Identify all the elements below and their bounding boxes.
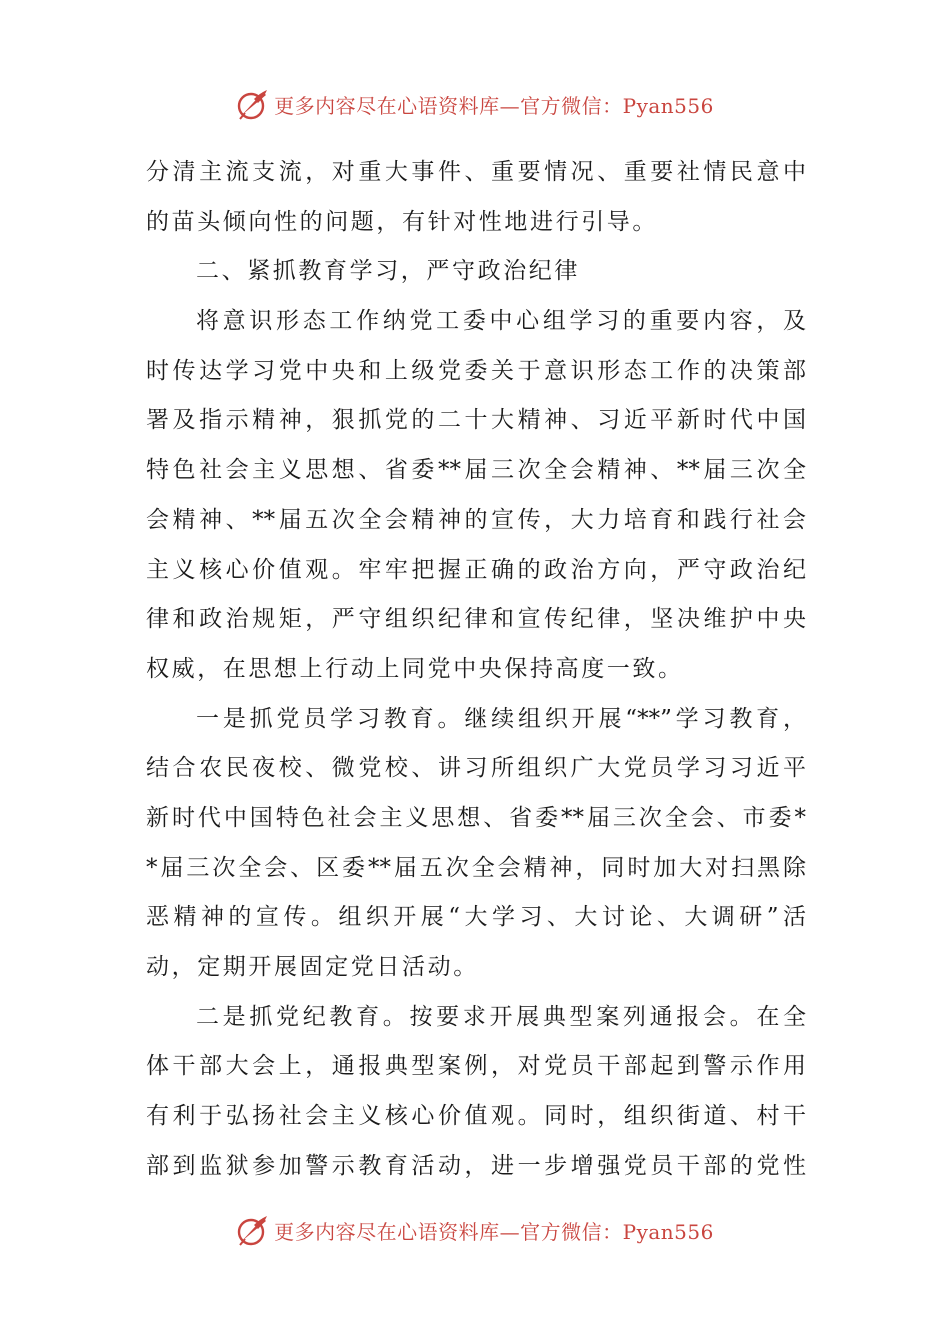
text-line: 署及指示精神，狠抓党的二十大精神、习近平新时代中国 [146,407,806,434]
text-line: 一是抓党员学习教育。继续组织开展“**”学习教育， [196,705,806,732]
text-line: 体干部大会上，通报典型案例，对党员干部起到警示作用 [146,1053,806,1080]
document-body [146,148,806,1191]
text-line: 二是抓党纪教育。按要求开展典型案列通报会。在全 [196,1003,806,1030]
quill-logo-icon [236,87,270,121]
header-banner-text: 更多内容尽在心语资料库—官方微信：Pyan556 [274,93,714,118]
quill-logo-icon [236,1213,270,1247]
text-line: 会精神、**届五次全会精神的宣传，大力培育和践行社会 [146,506,806,533]
text-line: 结合农民夜校、微党校、讲习所组织广大党员学习习近平 [146,755,806,782]
footer-banner-text: 更多内容尽在心语资料库—官方微信：Pyan556 [274,1219,714,1244]
text-line: 特色社会主义思想、省委**届三次全会精神、**届三次全 [146,457,806,484]
text-line: 分清主流支流，对重大事件、重要情况、重要社情民意中 [146,159,806,185]
text-line: 部到监狱参加警示教育活动，进一步增强党员干部的党性 [146,1152,806,1179]
text-line: 动，定期开展固定党日活动。 [146,954,479,980]
text-line: 权威，在思想上行动上同党中央保持高度一致。 [146,655,684,682]
text-line: 二、紧抓教育学习，严守政治纪律 [196,258,580,285]
text-line: 律和政治规矩，严守组织纪律和宣传纪律，坚决维护中央 [146,606,806,633]
footer-banner [0,1210,950,1250]
text-line: 主义核心价值观。牢牢把握正确的政治方向，严守政治纪 [146,556,806,583]
text-line: 恶精神的宣传。组织开展“大学习、大讨论、大调研”活 [146,904,806,931]
text-line: 时传达学习党中央和上级党委关于意识形态工作的决策部 [146,357,806,384]
text-line: 新时代中国特色社会主义思想、省委**届三次全会、市委* [146,804,806,831]
header-banner [0,84,950,124]
text-line: 将意识形态工作纳党工委中心组学习的重要内容，及 [196,308,806,335]
text-line: *届三次全会、区委**届五次全会精神，同时加大对扫黑除 [146,854,806,881]
text-line: 有利于弘扬社会主义核心价值观。同时，组织街道、村干 [146,1103,806,1130]
text-line: 的苗头倾向性的问题，有针对性地进行引导。 [146,208,658,235]
